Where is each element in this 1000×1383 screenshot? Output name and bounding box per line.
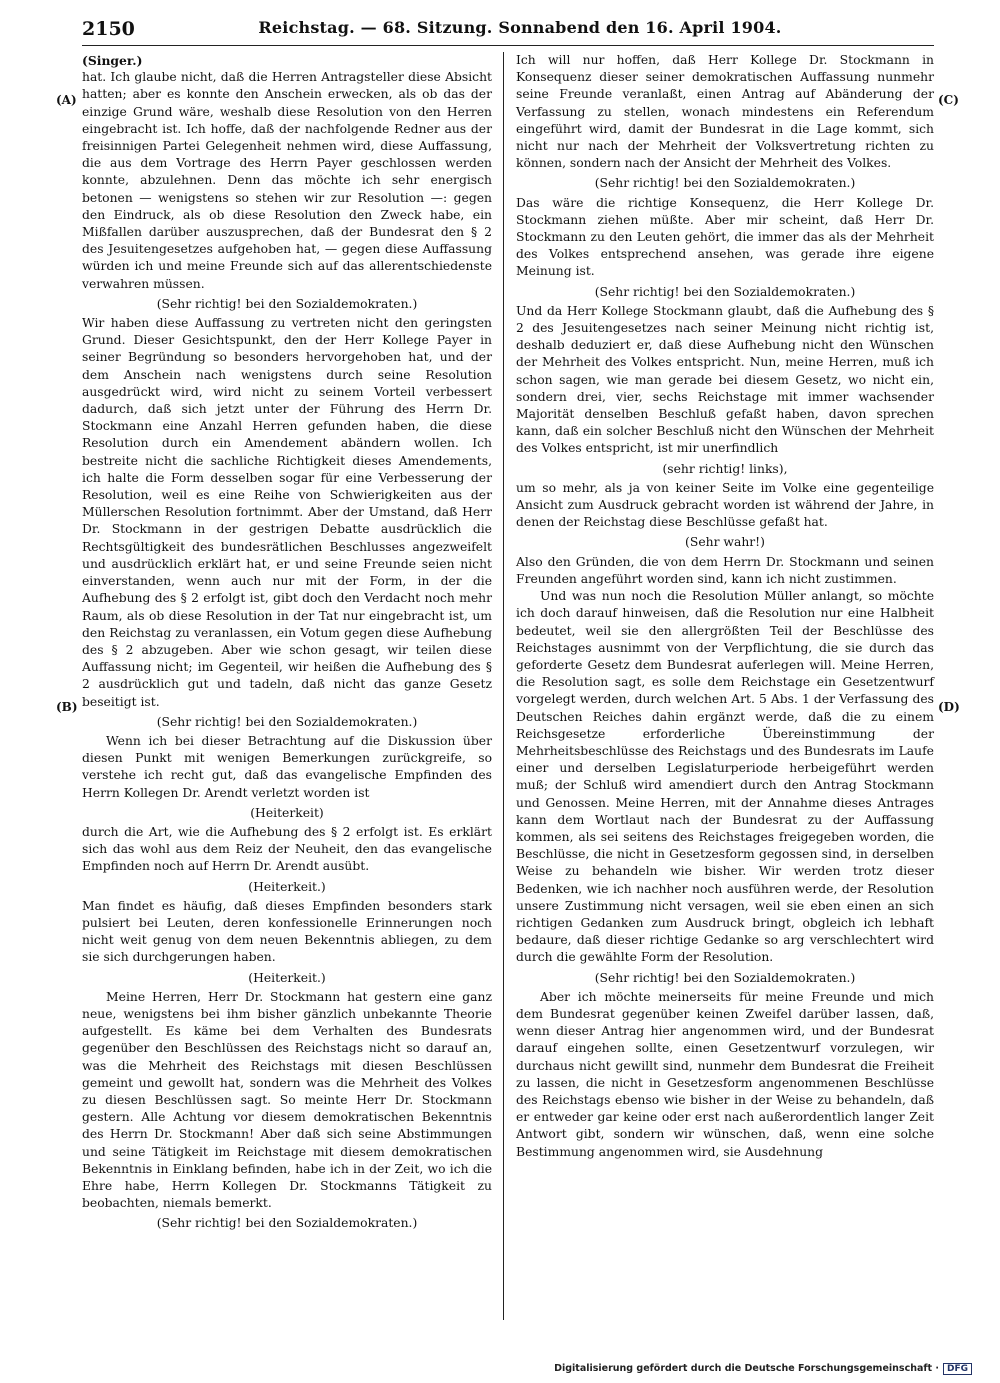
right-column-paragraph: Das wäre die richtige Konsequenz, die Herr Kollege Dr. Stockmann ziehen müßte. Aber mir scheint, daß Herr Dr. Stockmann zu den Leuten gehört, die immer das als der Mehrheit des Volkes entsprechend ansehen, was gerade ihre eigene Meinung ist. <box>516 195 934 279</box>
left-column-interjection: (Heiterkeit) <box>250 805 324 820</box>
left-column-paragraph: Wir haben diese Auffassung zu vertreten nicht den geringsten Grund. Dieser Gesichtspunkt, den der Herr Kollege Payer in seiner Begründung so besonders hervorgehoben hat, und der dem Anschein nach wenigstens durch seine Resolution ausgedrückt wird, wird nicht zu seinem Vorteil verbessert dadurch, daß sich jetzt unter der Führung des Herrn Dr. Stockmann eine Anzahl Herren gefunden haben, die diese Resolution durch ein Amendement abändern wollen. Ich bestreite nicht die sachliche Richtigkeit dieses Amendements, ich halte die Form desselben sogar für eine Verbesserung der Resolution, weil es eine Reihe von Schwierigkeiten aus der Müllerschen Resolution fortnimmt. Aber der Umstand, daß Herr Dr. Stockmann in der gestrigen Debatte ausdrücklich die Rechtsgültigkeit des bundesrätlichen Beschlusses angezweifelt und ausdrücklich erklärt hat, er und seine Freunde seien nicht einverstanden, wenn auch nur mit der Form, in der die Aufhebung des § 2 erfolgt ist, gibt doch den Verdacht noch mehr Raum, als ob diese Resolution in der Tat nur eingebracht ist, um den Reichstag zu veranlassen, ein Votum gegen diese Aufhebung des § 2 abzugeben. Aber wie schon gesagt, wir teilen diese Auffassung nicht; im Gegenteil, wir heißen die Aufhebung des § 2 ausdrücklich gut und tadeln, daß nicht das ganze Gesetz beseitigt ist. <box>82 316 492 709</box>
left-column-interjection: (Sehr richtig! bei den Sozialdemokraten.) <box>156 296 418 311</box>
right-column-paragraph: um so mehr, als ja von keiner Seite im Volke eine gegenteilige Ansicht zum Ausdruck gebracht worden ist während der Jahre, in denen der Reichstag diese Beschlüsse gefaßt hat. <box>516 480 934 530</box>
left-column-interjection: (Heiterkeit.) <box>248 879 326 894</box>
speaker-name: (Singer.) <box>82 53 143 68</box>
right-column-interjection: (Sehr richtig! bei den Sozialdemokraten.) <box>594 284 856 299</box>
footer-credit-text: Digitalisierung gefördert durch die Deutsche Forschungsgemeinschaft · <box>554 1363 939 1374</box>
right-column-paragraph: Ich will nur hoffen, daß Herr Kollege Dr. Stockmann in Konsequenz dieser seiner demokratischen Auffassung nunmehr seine Freunde veranlaßt, einen Antrag auf Abänderung der Verfassung zu stellen, wonach mindestens ein Referendum eingeführt wird, damit der Bundesrat in die Lage kommt, sich nicht nur nach der Mehrheit der Volksvertretung richten zu können, sondern nach der Ansicht der Mehrheit des Volkes. <box>516 53 934 171</box>
margin-marker-c: (C) <box>938 93 959 107</box>
right-column-interjection: (sehr richtig! links), <box>662 461 788 476</box>
footer-credit <box>554 1363 972 1375</box>
header-rule <box>82 45 934 46</box>
right-column-interjection: (Sehr richtig! bei den Sozialdemokraten.) <box>594 970 856 985</box>
left-column-paragraph: durch die Art, wie die Aufhebung des § 2 erfolgt ist. Es erklärt sich das wohl aus dem Reiz der Neuheit, den das evangelische Empfinden noch auf Herrn Dr. Arendt ausübt. <box>82 824 492 874</box>
margin-marker-b: (B) <box>56 700 78 714</box>
left-column <box>82 52 492 1235</box>
margin-marker-a: (A) <box>56 93 77 107</box>
running-header: Reichstag. — 68. Sitzung. Sonnabend den 16. April 1904. <box>258 18 782 37</box>
dfg-logo: DFG <box>943 1363 972 1375</box>
left-column-paragraph: Man findet es häufig, daß dieses Empfinden besonders stark pulsiert bei Leuten, deren konfessionelle Erinnerungen noch nicht weit genug von dem neuen Bekenntnis abliegen, zu dem sie sich durchgerungen haben. <box>82 898 492 965</box>
left-column-interjection: (Sehr richtig! bei den Sozialdemokraten.) <box>156 1216 418 1231</box>
left-column-paragraph: hat. Ich glaube nicht, daß die Herren Antragsteller diese Absicht hatten; aber es konnte den Anschein erwecken, als ob das der einzige Grund wäre, weshalb diese Resolution von den Herren eingebracht ist. Ich hoffe, daß der nachfolgende Redner aus der freisinnigen Partei Gelegenheit nehmen wird, diese Auffassung, die aus dem Vortrage des Herrn Payer geschlossen werden konnte, abzulehnen. Denn das möchte ich sehr energisch betonen — wenigstens so stehen wir zur Resolution —: gegen den Eindruck, als ob diese Resolution den Zweck habe, ein Mißfallen darüber auszusprechen, daß der Bundesrat den § 2 des Jesuitengesetzes aufgehoben hat, — gegen diese Auffassung würden ich und meine Freunde sich auf das allerentschiedenste verwahren müssen. <box>82 70 492 291</box>
left-column-interjection: (Heiterkeit.) <box>248 970 326 985</box>
right-column-paragraph: Aber ich möchte meinerseits für meine Freunde und mich dem Bundesrat gegenüber keinen Zweifel darüber lassen, daß, wenn dieser Antrag hier angenommen wird, und der Bundesrat darauf eingehen sollte, einen Gesetzentwurf vorzulegen, wir durchaus nicht gewillt sind, nunmehr dem Bundesrat die Freiheit zu lassen, die nicht in Gesetzesform angenommenen Beschlüsse des Reichstags ebenso wie bisher in der Weise zu behandeln, daß er entweder gar keine oder erst nach außerordentlich langer Zeit Antwort gibt, sondern wir wünschen, daß, wenn eine solche Bestimmung angenommen wird, sie Ausdehnung <box>516 989 934 1159</box>
left-column-interjection: (Sehr richtig! bei den Sozialdemokraten.) <box>156 714 418 729</box>
right-column-interjection: (Sehr richtig! bei den Sozialdemokraten.) <box>594 176 856 191</box>
right-column-paragraph: Und da Herr Kollege Stockmann glaubt, daß die Aufhebung des § 2 des Jesuitengesetzes nach seiner Meinung nicht richtig ist, deshalb deduziert er, daß diese Aufhebung nicht den Wünschen der Mehrheit des Volkes entspricht. Nun, meine Herren, muß ich schon sagen, wie man gerade bei diesem Gesetz, wo nicht ein, sondern drei, vier, sechs Reichstage mit immer wachsender Majorität denselben Beschluß gefaßt haben, davon sprechen kann, daß ein solcher Beschluß nicht den Wünschen der Mehrheit des Volkes entspricht, ist mir unerfindlich <box>516 303 934 456</box>
page-number: 2150 <box>82 18 135 40</box>
left-column-paragraph: Meine Herren, Herr Dr. Stockmann hat gestern eine ganz neue, wenigstens bei ihm bisher gänzlich unbekannte Theorie aufgestellt. Es käme bei dem Verhalten des Bundesrats gegenüber den Beschlüssen des Reichstags nicht so darauf an, was die Mehrheit des Reichstags mit diesen Beschlüssen gemeint und gewollt hat, sondern was die Mehrheit des Volkes zu diesen Beschlüssen sagt. So meinte Herr Dr. Stockmann gestern. Alle Achtung vor diesem demokratischen Bekenntnis des Herrn Dr. Stockmann! Aber daß sich seine Abstimmungen und seine Tätigkeit im Reichstage mit diesem demokratischen Bekenntnis in Einklang befinden, habe ich in der Zeit, wo ich die Ehre habe, Herrn Kollegen Dr. Stockmanns Tätigkeit zu beobachten, niemals bemerkt. <box>82 989 492 1211</box>
right-column-paragraph: Und was nun noch die Resolution Müller anlangt, so möchte ich doch darauf hinweisen, daß die Resolution nur eine Halbheit bedeutet, weil sie den allergrößten Teil der Beschlüsse des Reichstages ausnimmt von der Verpflichtung, die sie durch das geforderte Gesetz dem Bundesrat auferlegen will. Meine Herren, die Resolution sagt, es solle dem Reichstage ein Gesetzentwurf vorgelegt werden, durch welchen Art. 5 Abs. 1 der Verfassung des Deutschen Reiches dahin ergänzt werde, daß die zu einem Reichsgesetze erforderliche Übereinstimmung der Mehrheitsbeschlüsse des Reichstags und des Bundesrats im Laufe einer und derselben Legislaturperiode herbeigeführt werden muß; der Schluß wird amendiert durch den Antrag Stockmann und Genossen. Meine Herren, mit der Annahme dieses Antrages kann dem Wortlaut nach der Bundesrat zu der Auffassung kommen, als sei seitens des Reichstages freigegeben worden, die Beschlüsse, die nicht in Gesetzesform gegossen sind, in derselben Weise zu behandeln wie bisher. Wir werden trotz dieser Bedenken, wie ich nachher noch ausführen werde, der Resolution unsere Zustimmung nicht versagen, weil sie eben einen an sich richtigen Gedanken zum Ausdruck bringt, obgleich ich lebhaft bedaure, daß dieser richtige Gedanke so arg verschlechtert wird durch die gewählte Form der Resolution. <box>516 589 934 965</box>
right-column-paragraph: Also den Gründen, die von dem Herrn Dr. Stockmann und seinen Freunden angeführt worden sind, kann ich nicht zustimmen. <box>516 554 934 586</box>
left-column-paragraph: Wenn ich bei dieser Betrachtung auf die Diskussion über diesen Punkt mit wenigen Bemerkungen zurückgreife, so verstehe ich recht gut, daß das evangelische Empfinden des Herrn Kollegen Dr. Arendt verletzt worden ist <box>82 733 492 800</box>
right-column <box>516 52 934 1161</box>
column-divider <box>503 52 504 1320</box>
margin-marker-d: (D) <box>938 700 960 714</box>
right-column-interjection: (Sehr wahr!) <box>685 535 765 550</box>
